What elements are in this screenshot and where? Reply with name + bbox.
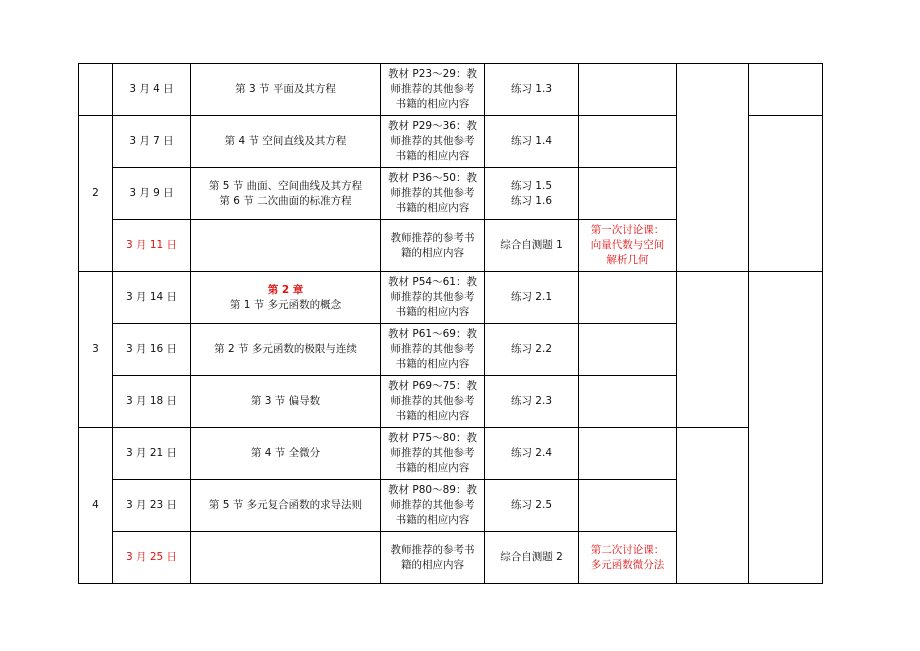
reference-cell	[381, 272, 485, 324]
blank-cell	[677, 428, 749, 584]
reference-line: 教材 P80～89：教	[388, 484, 477, 496]
blank-cell	[677, 64, 749, 272]
content-cell	[191, 376, 381, 428]
content-cell	[191, 64, 381, 116]
note-cell	[579, 428, 677, 480]
week-cell: 4	[79, 428, 113, 584]
reference-line: 师推荐的其他参考	[390, 395, 475, 407]
content-line: 第 5 节 多元复合函数的求导法则	[208, 499, 363, 511]
note-line: 多元函数微分法	[590, 558, 665, 571]
note-cell	[579, 220, 677, 272]
date-cell: 3 月 16 日	[113, 324, 191, 376]
date-cell: 3 月 9 日	[113, 168, 191, 220]
note-cell	[579, 376, 677, 428]
exercise-cell	[485, 376, 579, 428]
note-line: 第二次讨论课：	[590, 543, 665, 556]
content-line: 第 3 节 偏导数	[250, 395, 321, 407]
reference-line: 教材 P54～61：教	[388, 276, 477, 288]
reference-line: 书籍的相应内容	[395, 150, 470, 162]
reference-line: 师推荐的其他参考	[390, 447, 475, 459]
exercise-line: 练习 2.4	[510, 447, 553, 459]
reference-line: 书籍的相应内容	[395, 306, 470, 318]
reference-cell	[381, 532, 485, 584]
date-cell: 3 月 18 日	[113, 376, 191, 428]
reference-line: 师推荐的其他参考	[390, 499, 475, 511]
note-line: 向量代数与空间	[590, 239, 665, 251]
blank-cell	[749, 116, 823, 272]
reference-line: 籍的相应内容	[401, 558, 464, 571]
reference-line: 教材 P75～80：教	[388, 432, 477, 444]
reference-line: 师推荐的其他参考	[390, 343, 475, 355]
reference-line: 教师推荐的参考书	[390, 231, 475, 244]
week-cell	[79, 64, 113, 116]
date-cell: 3 月 21 日	[113, 428, 191, 480]
note-cell	[579, 116, 677, 168]
content-cell	[191, 168, 381, 220]
exercise-line: 练习 2.5	[510, 499, 553, 511]
reference-cell	[381, 376, 485, 428]
date-cell: 3 月 4 日	[113, 64, 191, 116]
reference-cell	[381, 480, 485, 532]
exercise-cell	[485, 168, 579, 220]
exercise-cell	[485, 116, 579, 168]
content-line: 第 6 节 二次曲面的标准方程	[219, 194, 352, 207]
week-cell: 2	[79, 116, 113, 272]
exercise-cell	[485, 272, 579, 324]
date-cell: 3 月 7 日	[113, 116, 191, 168]
content-line: 第 4 节 全微分	[250, 447, 321, 459]
date-cell: 3 月 11 日	[113, 220, 191, 272]
exercise-line: 练习 2.3	[510, 395, 553, 407]
date-cell: 3 月 25 日	[113, 532, 191, 584]
content-line: 第 4 节 空间直线及其方程	[224, 135, 347, 147]
reference-cell	[381, 428, 485, 480]
content-line: 第 5 节 曲面、空间曲线及其方程	[208, 179, 363, 192]
content-line: 第 3 节 平面及其方程	[235, 83, 336, 95]
exercise-cell	[485, 324, 579, 376]
reference-cell	[381, 324, 485, 376]
content-cell	[191, 324, 381, 376]
exercise-line: 练习 2.2	[510, 343, 553, 355]
reference-line: 书籍的相应内容	[395, 358, 470, 370]
reference-line: 师推荐的其他参考	[390, 187, 475, 199]
blank-cell	[749, 272, 823, 584]
content-cell	[191, 532, 381, 584]
reference-line: 籍的相应内容	[401, 246, 464, 259]
reference-line: 师推荐的其他参考	[390, 291, 475, 303]
exercise-line: 综合自测题 1	[500, 239, 563, 251]
chapter-heading: 第 2 章	[267, 283, 304, 296]
reference-line: 书籍的相应内容	[395, 98, 470, 110]
reference-line: 教材 P69～75：教	[388, 380, 477, 392]
exercise-line: 综合自测题 2	[500, 551, 563, 563]
exercise-line: 练习 1.3	[510, 83, 553, 95]
exercise-line: 练习 2.1	[510, 291, 553, 303]
reference-line: 教材 P61～69：教	[388, 328, 477, 340]
table-row	[79, 428, 823, 480]
content-line: 第 2 节 多元函数的极限与连续	[214, 343, 357, 355]
exercise-line: 练习 1.4	[510, 135, 553, 147]
blank-cell	[677, 272, 749, 428]
content-cell	[191, 220, 381, 272]
reference-line: 师推荐的其他参考	[390, 135, 475, 147]
note-cell	[579, 64, 677, 116]
content-cell	[191, 116, 381, 168]
reference-line: 教材 P36～50：教	[388, 172, 477, 184]
table-row	[79, 64, 823, 116]
reference-line: 书籍的相应内容	[395, 462, 470, 474]
exercise-cell	[485, 480, 579, 532]
reference-cell	[381, 220, 485, 272]
week-cell: 3	[79, 272, 113, 428]
date-cell: 3 月 23 日	[113, 480, 191, 532]
reference-line: 书籍的相应内容	[395, 410, 470, 422]
note-cell	[579, 168, 677, 220]
content-cell	[191, 272, 381, 324]
exercise-cell	[485, 64, 579, 116]
content-cell	[191, 428, 381, 480]
table-row	[79, 272, 823, 324]
note-cell	[579, 272, 677, 324]
schedule-table	[78, 63, 823, 584]
blank-cell	[749, 64, 823, 116]
content-line: 第 1 节 多元函数的概念	[229, 298, 342, 311]
exercise-line: 练习 1.5	[510, 179, 553, 192]
reference-line: 师推荐的其他参考	[390, 83, 475, 95]
reference-line: 教材 P29～36：教	[388, 120, 477, 132]
date-cell: 3 月 14 日	[113, 272, 191, 324]
exercise-cell	[485, 428, 579, 480]
reference-cell	[381, 168, 485, 220]
note-line: 第一次讨论课：	[590, 224, 665, 236]
reference-line: 教师推荐的参考书	[390, 543, 475, 556]
reference-line: 书籍的相应内容	[395, 202, 470, 214]
note-cell	[579, 532, 677, 584]
note-cell	[579, 480, 677, 532]
exercise-cell	[485, 532, 579, 584]
note-line: 解析几何	[606, 254, 649, 266]
reference-cell	[381, 116, 485, 168]
note-cell	[579, 324, 677, 376]
content-cell	[191, 480, 381, 532]
exercise-cell	[485, 220, 579, 272]
exercise-line: 练习 1.6	[510, 194, 553, 207]
reference-cell	[381, 64, 485, 116]
reference-line: 教材 P23～29：教	[388, 68, 477, 80]
reference-line: 书籍的相应内容	[395, 514, 470, 526]
